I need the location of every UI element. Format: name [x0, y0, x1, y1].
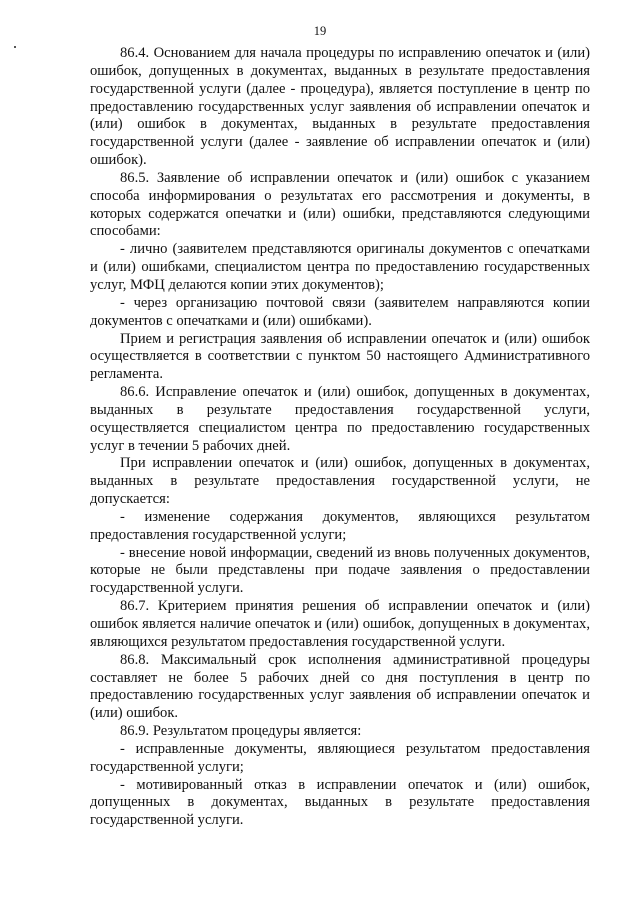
paragraph-86-7: 86.7. Критерием принятия решения об исправлении опечаток и (или) ошибок является наличие опечаток и (или) ошибок, допущенных в документах, являющихся результатом предоставления государственной услуги.: [90, 598, 590, 650]
scan-speck: [14, 46, 16, 48]
list-item-in-person: - лично (заявителем представляются оригиналы документов с опечатками и (или) ошибками, специалистом центра по предоставлению государственных услуг, МФЦ делаются копии этих документов);: [90, 241, 590, 293]
paragraph-registration: Прием и регистрация заявления об исправлении опечаток и (или) ошибок осуществляется в соответствии с пунктом 50 настоящего Административного регламента.: [90, 330, 590, 383]
paragraph-86-5: 86.5. Заявление об исправлении опечаток и (или) ошибок с указанием способа информирования о результатах его рассмотрения и документы, в которых содержатся опечатки и (или) ошибки, представляются следующими способами:: [90, 169, 590, 240]
list-item-refusal: - мотивированный отказ в исправлении опечаток и (или) ошибок, допущенных в документах, выданных в результате предоставления государственной услуги.: [90, 776, 590, 829]
list-item-new-info: - внесение новой информации, сведений из вновь полученных документов, которые не были представлены при подаче заявления о предоставлении государственной услуги.: [90, 544, 590, 597]
paragraph-86-6: 86.6. Исправление опечаток и (или) ошибок, допущенных в документах, выданных в результате предоставления государственной услуги, осуществляется специалистом центра по предоставлению государственных услуг в течении 5 рабочих дней.: [90, 384, 590, 454]
paragraph-not-allowed: При исправлении опечаток и (или) ошибок, допущенных в документах, выданных в результате предоставления государственной услуги, не допускается:: [90, 455, 590, 508]
list-item-change-content: - изменение содержания документов, являющихся результатом предоставления государственной услуги;: [90, 508, 590, 543]
page-number: 19: [313, 24, 327, 38]
paragraph-86-8: 86.8. Максимальный срок исполнения административной процедуры составляет не более 5 рабочих дней со дня поступления в центр по предоставлению государственных услуг заявления об исправлении опечаток и (или) ошибок.: [90, 651, 590, 722]
paragraph-86-9: 86.9. Результатом процедуры является:: [120, 723, 362, 740]
page-body: [90, 45, 590, 830]
paragraph-86-4: 86.4. Основанием для начала процедуры по исправлению опечаток и (или) ошибок, допущенных в документах, выданных в результате предоставления государственной услуги (далее - процедура), является поступление в центр по предоставлению государственных услуг заявления об исправлении опечаток и (или) ошибок в документах, выданных в результате предоставления государственной услуги (далее - заявление об исправлении опечаток и (или) ошибок).: [90, 45, 590, 169]
list-item-corrected-docs: - исправленные документы, являющиеся результатом предоставления государственной услуги;: [90, 740, 590, 775]
list-item-postal: - через организацию почтовой связи (заявителем направляются копии документов с опечатками и (или) ошибками).: [90, 294, 590, 329]
